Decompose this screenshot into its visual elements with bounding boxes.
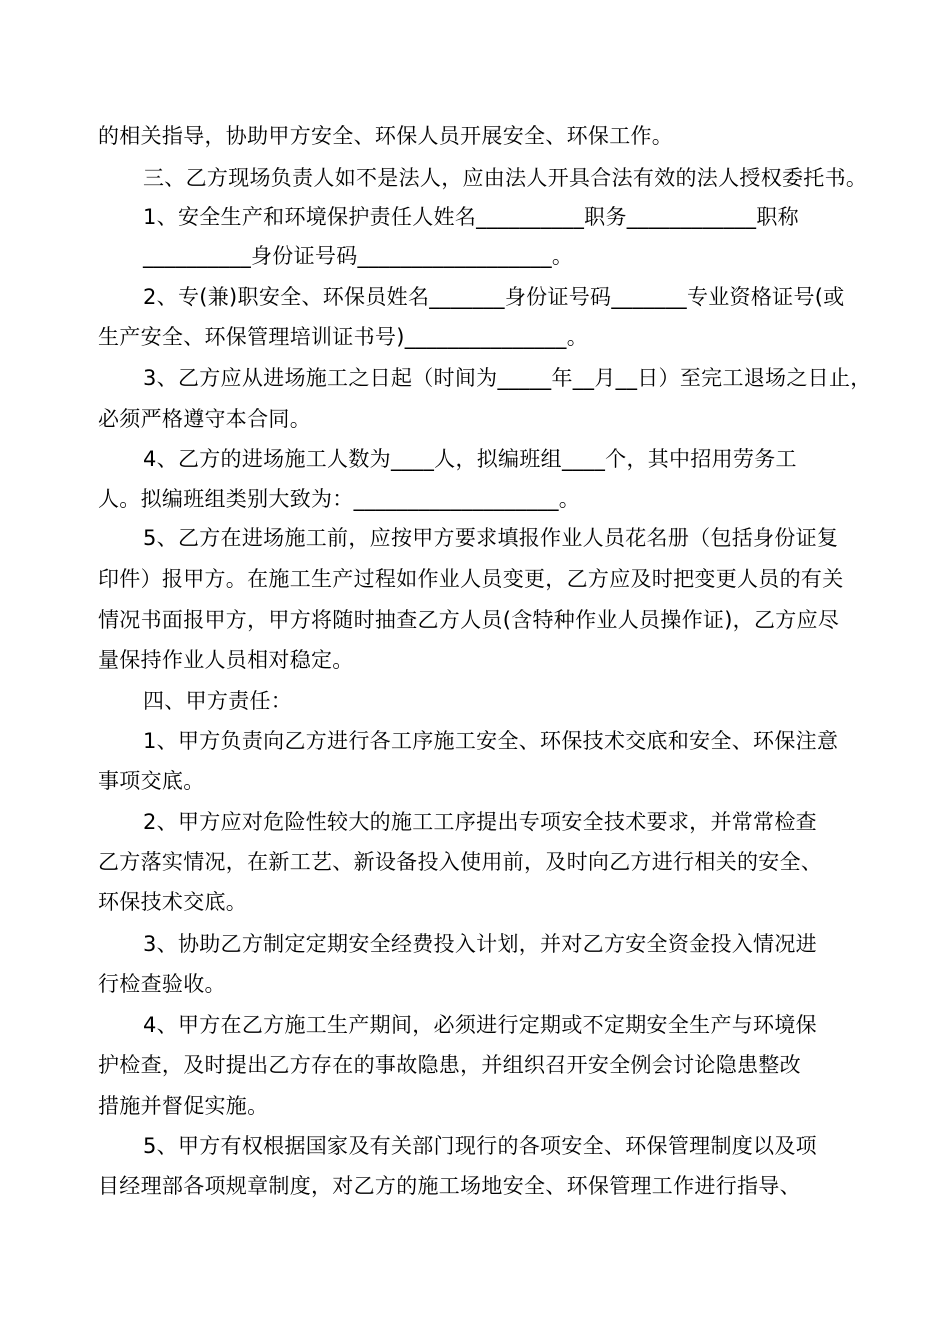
text-line: __________身份证号码__________________。	[143, 244, 574, 268]
text-line: 目经理部各项规章制度，对乙方的施工场地安全、环保管理工作进行指导、	[98, 1174, 801, 1198]
text-line: 3、乙方应从进场施工之日起（时间为_____年__月__日）至完工退场之日止，	[143, 366, 872, 390]
text-line: 1、甲方负责向乙方进行各工序施工安全、环保技术交底和安全、环保注意	[143, 729, 839, 753]
text-line: 4、甲方在乙方施工生产期间，必须进行定期或不定期安全生产与环境保	[143, 1013, 817, 1037]
text-line: 人。拟编班组类别大致为：___________________。	[98, 487, 581, 511]
text-line: 5、乙方在进场施工前，应按甲方要求填报作业人员花名册（包括身份证复	[143, 526, 839, 550]
text-line: 必须严格遵守本合同。	[98, 407, 311, 431]
section-heading: 三、乙方现场负责人如不是法人，应由法人开具合法有效的法人授权委托书。	[143, 166, 868, 190]
text-line: 乙方落实情况，在新工艺、新设备投入使用前，及时向乙方进行相关的安全、	[98, 850, 823, 874]
text-line: 5、甲方有权根据国家及有关部门现行的各项安全、环保管理制度以及项	[143, 1134, 817, 1158]
text-line: 1、安全生产和环境保护责任人姓名__________职务____________职称	[143, 205, 799, 229]
text-line: 3、协助乙方制定定期安全经费投入计划，并对乙方安全资金投入情况进	[143, 932, 817, 956]
text-line: 的相关指导，协助甲方安全、环保人员开展安全、环保工作。	[98, 124, 674, 148]
text-line: 事项交底。	[98, 769, 205, 793]
text-line: 2、专(兼)职安全、环保员姓名_______身份证号码_______专业资格证号(或	[143, 285, 845, 309]
text-line: 行检查验收。	[98, 972, 226, 996]
text-line: 生产安全、环保管理培训证书号)_______________。	[98, 325, 588, 349]
text-line: 措施并督促实施。	[98, 1094, 269, 1118]
text-line: 量保持作业人员相对稳定。	[98, 648, 354, 672]
text-line: 护检查，及时提出乙方存在的事故隐患，并组织召开安全例会讨论隐患整改	[98, 1053, 801, 1077]
section-heading: 四、甲方责任：	[143, 689, 293, 713]
text-line: 4、乙方的进场施工人数为____人，拟编班组____个，其中招用劳务工	[143, 447, 797, 471]
text-line: 2、甲方应对危险性较大的施工工序提出专项安全技术要求，并常常检查	[143, 810, 817, 834]
text-line: 印件）报甲方。在施工生产过程如作业人员变更，乙方应及时把变更人员的有关	[98, 567, 844, 591]
text-line: 情况书面报甲方，甲方将随时抽查乙方人员(含特种作业人员操作证)，乙方应尽	[98, 608, 840, 632]
text-line: 环保技术交底。	[98, 890, 248, 914]
